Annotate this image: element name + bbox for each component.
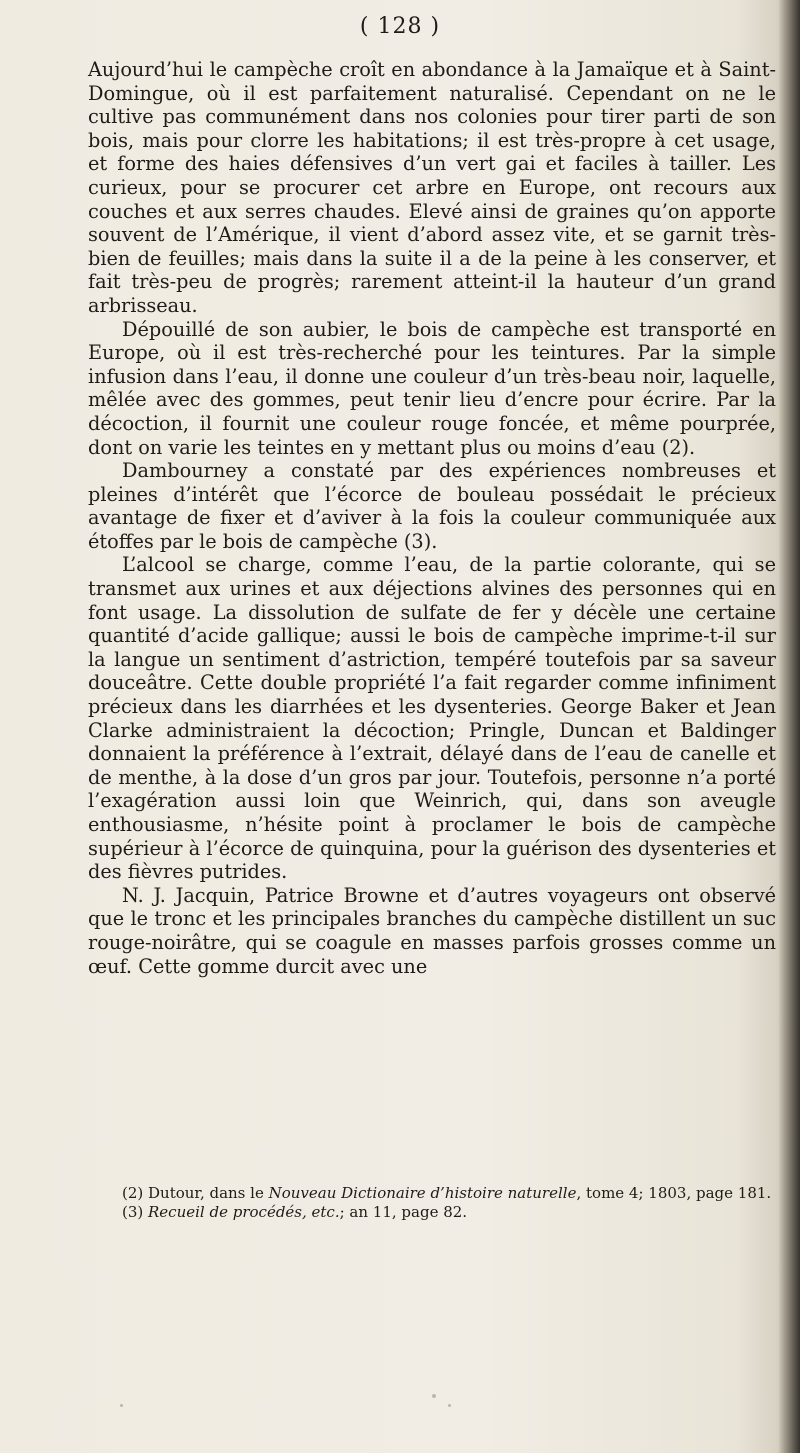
paragraph: Aujourd’hui le campèche croît en abondance à la Jamaïque et à Saint-Domingue, où il est parfaitement naturalisé. Cependant on ne le cultive pas communément dans nos colonies pour tirer parti de son bois, mais pour clorre les habitations; il est très-propre à cet usage, et forme des haies défensives d’un vert gai et faciles à tailler. Les curieux, pour se procurer cet arbre en Europe, ont recours aux couches et aux serres chaudes. Elevé ainsi de graines qu’on apporte souvent de l’Amérique, il vient d’abord assez vite, et se garnit très-bien de feuilles; mais dans la suite il a de la peine à les conserver, et fait très-peu de progrès; rarement atteint-il la hauteur d’un grand arbrisseau.	[88, 58, 776, 317]
paper-speck	[120, 1404, 123, 1407]
paragraph: Dépouillé de son aubier, le bois de campèche est transporté en Europe, où il est très-recherché pour les teintures. Par la simple infusion dans l’eau, il donne une couleur d’un très-beau noir, laquelle, mêlée avec des gommes, peut tenir lieu d’encre pour écrire. Par la décoction, il fournit une couleur rouge foncée, et même pourprée, dont on varie les teintes en y mettant plus ou moins d’eau (2).	[88, 317, 776, 459]
paragraph: N. J. Jacquin, Patrice Browne et d’autres voyageurs ont observé que le tronc et les principales branches du campèche distillent un suc rouge-noirâtre, qui se coagule en masses parfois grosses comme un œuf. Cette gomme durcit avec une	[88, 883, 776, 978]
footnotes	[88, 1184, 776, 1222]
footnote-text: (2) Dutour, dans le	[122, 1184, 269, 1202]
page-number: ( 128 )	[359, 14, 441, 39]
footnote	[88, 1184, 776, 1203]
footnote-title: Nouveau Dictionaire d’histoire naturelle	[268, 1184, 577, 1202]
paper-speck	[448, 1404, 451, 1407]
footnote-text: (3)	[122, 1203, 149, 1221]
body-text	[88, 58, 776, 978]
footnote-title: Recueil de procédés, etc.	[148, 1203, 340, 1221]
paragraph: L’alcool se charge, comme l’eau, de la partie colorante, qui se transmet aux urines et aux déjections alvines des personnes qui en font usage. La dissolution de sulfate de fer y décèle une certaine quantité d’acide gallique; aussi le bois de campèche imprime-t-il sur la langue un sentiment d’astriction, tempéré toutefois par sa saveur douceâtre. Cette double propriété l’a fait regarder comme infiniment précieux dans les diarrhées et les dysenteries. George Baker et Jean Clarke administraient la décoction; Pringle, Duncan et Baldinger donnaient la préférence à l’extrait, délayé dans de l’eau de canelle et de menthe, à la dose d’un gros par jour. Toutefois, personne n’a porté l’exagération aussi loin que Weinrich, qui, dans son aveugle enthousiasme, n’hésite point à proclamer le bois de campèche supérieur à l’écorce de quinquina, pour la guérison des dysenteries et des fièvres putrides.	[88, 553, 776, 884]
footnote-text: ; an 11, page 82.	[339, 1203, 468, 1221]
paragraph: Dambourney a constaté par des expériences nombreuses et pleines d’intérêt que l’écorce de bouleau possédait le précieux avantage de fixer et d’aviver à la fois la couleur communiquée aux étoffes par le bois de campèche (3).	[88, 459, 776, 553]
paper-speck	[432, 1394, 436, 1398]
footnote	[88, 1203, 776, 1222]
page-edge-shadow	[778, 0, 800, 1453]
footnote-text: , tome 4; 1803, page 181.	[576, 1184, 772, 1202]
